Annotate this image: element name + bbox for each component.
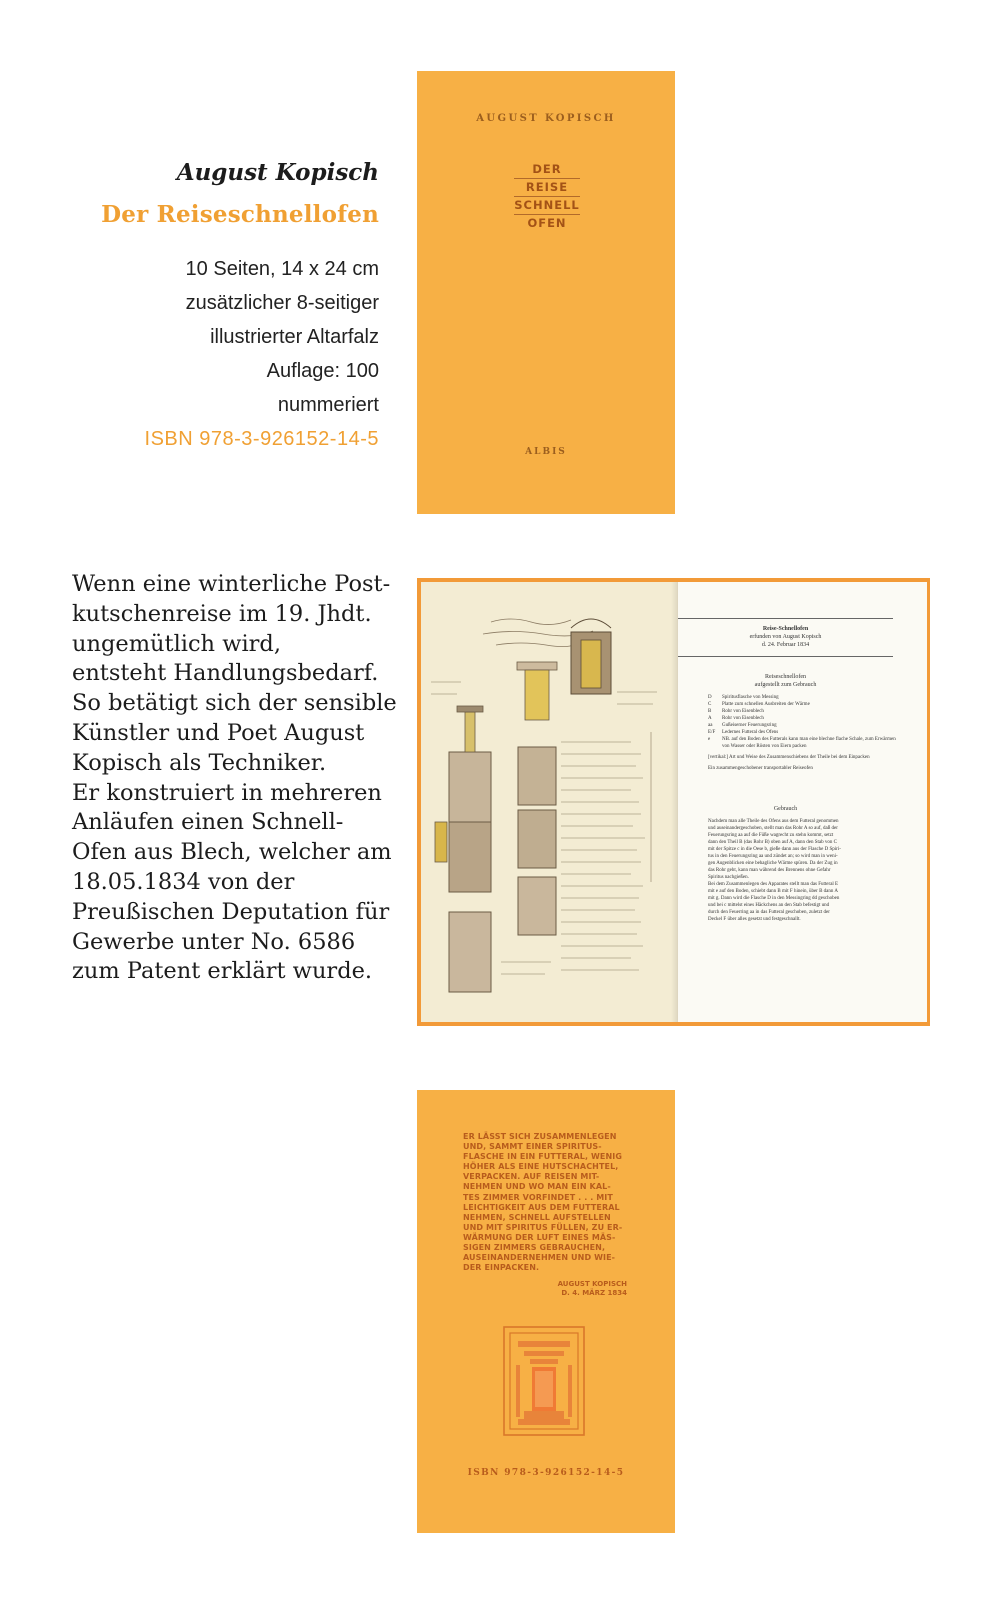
back-cover xyxy=(417,1090,675,1533)
cover-title xyxy=(514,161,580,232)
section-subheading: aufgestellt zum Gebrauch xyxy=(754,682,817,688)
description-line: zum Patent erklärt wurde. xyxy=(72,958,373,985)
middle-rule xyxy=(678,656,893,657)
transcription-page xyxy=(677,582,927,1022)
description-line: entsteht Handlungsbedarf. xyxy=(72,660,379,687)
book-info xyxy=(39,158,379,456)
book-title: Der Reiseschnellofen xyxy=(101,201,379,228)
caption: Ein zusammengeschobener transportabler Reiseofen xyxy=(708,766,813,771)
stove-emblem-icon xyxy=(502,1325,586,1437)
back-isbn: ISBN 978-3-926152-14-5 xyxy=(467,1468,625,1478)
detail-illustrated: illustrierter Altarfalz xyxy=(210,326,379,348)
cover-publisher: ALBIS xyxy=(525,447,567,457)
usage-heading: Gebrauch xyxy=(773,806,798,812)
description-line: 18.05.1834 von der xyxy=(72,868,295,895)
detail-pages: 10 Seiten, 14 x 24 cm xyxy=(185,258,379,280)
signature-date: D. 4. MÄRZ 1834 xyxy=(561,1289,627,1297)
signature-name: AUGUST KOPISCH xyxy=(557,1280,627,1288)
description-line: So betätigt sich der sensible xyxy=(72,690,397,717)
back-quote: ER LÄSST SICH ZUSAMMENLEGEN UND, SAMMT EINER SPIRITUS- FLASCHE IN EIN FUTTERAL, WENIG HÖHER ALS EINE HUTSCHACHTEL, VERPACKEN. AUF REISEN MIT- NEHMEN UND WO MAN EIN KAL- TES ZIMMER VORFINDET . . . MIT LEICHTIGKEIT AUS DEM FUTTERAL NEHMEN, SCHNELL AUFSTELLEN UND MIT SPIRITUS FÜLLEN, ZU ER- WÄRMUNG DER LUFT EINES MÄS- SIGEN ZIMMERS GEBRAUCHEN, AUSEINANDERNEHMEN UND WIE- DER EINPACKEN. xyxy=(463,1132,623,1273)
transcription-heading: Reise-Schnellofen xyxy=(762,626,809,632)
description-line: Gewerbe unter No. 6586 xyxy=(72,928,356,955)
description-line: Er konstruiert in mehreren xyxy=(72,779,382,806)
usage-text: Nachdem man alle Theile des Ofens aus dem Futteral genommen und auseinandergeschoben, stellt man das Rohr A so auf, daß der Feuerungsring aa auf die Füße wagrecht zu stehn kommt, setzt dann den Theil B (das Rohr B) oben auf A, dann den Stab von C mit der Spitze c in die Oese b, gieße dann aus der Flasche D Spiri- tus in den Feuerungsring aa und zündet an; so wird man in weni- gen Augenblicken eine behagliche Wärme spüren. Da der Zug in das Rohr geht, kann man während des Brennens ohne Gefahr Spiritus nachgießen. Bei dem Zusammenlegen des Apparates stellt man das Futteral E mit e auf den Boden, schiebt dann B mit F hinein, über B dann A mit g. Dann wird die Flasche D in den Messingring dd geschoben und bei c mittelst eines Häckchens an den Stab befestigt und durch den Feuerring aa in das Futteral geschoben, zuletzt der Deckel F über alles gesetzt und festgeschnallt. xyxy=(708,819,841,922)
cover-title-line: DER xyxy=(514,161,580,179)
cover-title-line: OFEN xyxy=(527,216,567,230)
book-details xyxy=(39,252,379,456)
cover-author: AUGUST KOPISCH xyxy=(476,113,616,124)
list-item: D Spiritusflasche von Messing xyxy=(708,695,779,700)
vertical-note: [vertikal:] Art und Weise des Zusammenschiebens der Theile bei dem Einpacken xyxy=(708,755,870,760)
manuscript-page xyxy=(421,582,677,1022)
parts-list xyxy=(708,694,898,772)
description-line: Wenn eine winterliche Post- xyxy=(72,571,391,597)
description-line: Ofen aus Blech, welcher am xyxy=(72,839,392,866)
description-line: ungemütlich wird, xyxy=(72,630,281,657)
book-isbn: ISBN 978-3-926152-14-5 xyxy=(144,428,379,450)
book-spread-image xyxy=(417,578,930,1026)
list-item: B Rohr von Eisenblech xyxy=(708,709,764,714)
description-line: Kopisch als Techniker. xyxy=(72,749,327,776)
front-cover xyxy=(417,71,675,514)
detail-numbered: nummeriert xyxy=(277,394,379,416)
detail-fold: zusätzlicher 8-seitiger xyxy=(185,292,379,314)
list-item: aa Gußeiserner Feuerungsring xyxy=(708,723,777,728)
list-item: C Platte zum schnellen Ausbreiten der Wärme xyxy=(708,702,810,707)
cover-title-line: SCHNELL xyxy=(514,197,580,215)
description-line: Preußischen Deputation für xyxy=(72,898,390,925)
transcription-date: d. 24. Februar 1834 xyxy=(761,642,810,648)
list-item: E/F Ledernes Futteral des Ofens xyxy=(708,730,779,735)
cover-title-line: REISE xyxy=(514,179,580,197)
top-rule xyxy=(678,618,893,619)
stove-drawing xyxy=(421,582,677,1022)
description-line: Anläufen einen Schnell- xyxy=(72,809,344,836)
list-item: A Rohr von Eisenblech xyxy=(708,716,764,721)
list-item: e NB. auf den Boden des Futterals kann man eine blechne flache Schale, zum Erwärmen von Wasser oder Rösten von Eiern packen xyxy=(708,737,896,749)
author-name: August Kopisch xyxy=(176,159,379,186)
detail-edition: Auflage: 100 xyxy=(266,360,379,382)
description xyxy=(72,570,402,987)
description-line: kutschenreise im 19. Jhdt. xyxy=(72,600,372,627)
transcription-subheading: erfunden von August Kopisch xyxy=(749,634,822,640)
quote-signature xyxy=(517,1280,627,1298)
section-heading: Reiseschnellofen xyxy=(765,674,806,680)
description-line: Künstler und Poet August xyxy=(72,719,365,746)
